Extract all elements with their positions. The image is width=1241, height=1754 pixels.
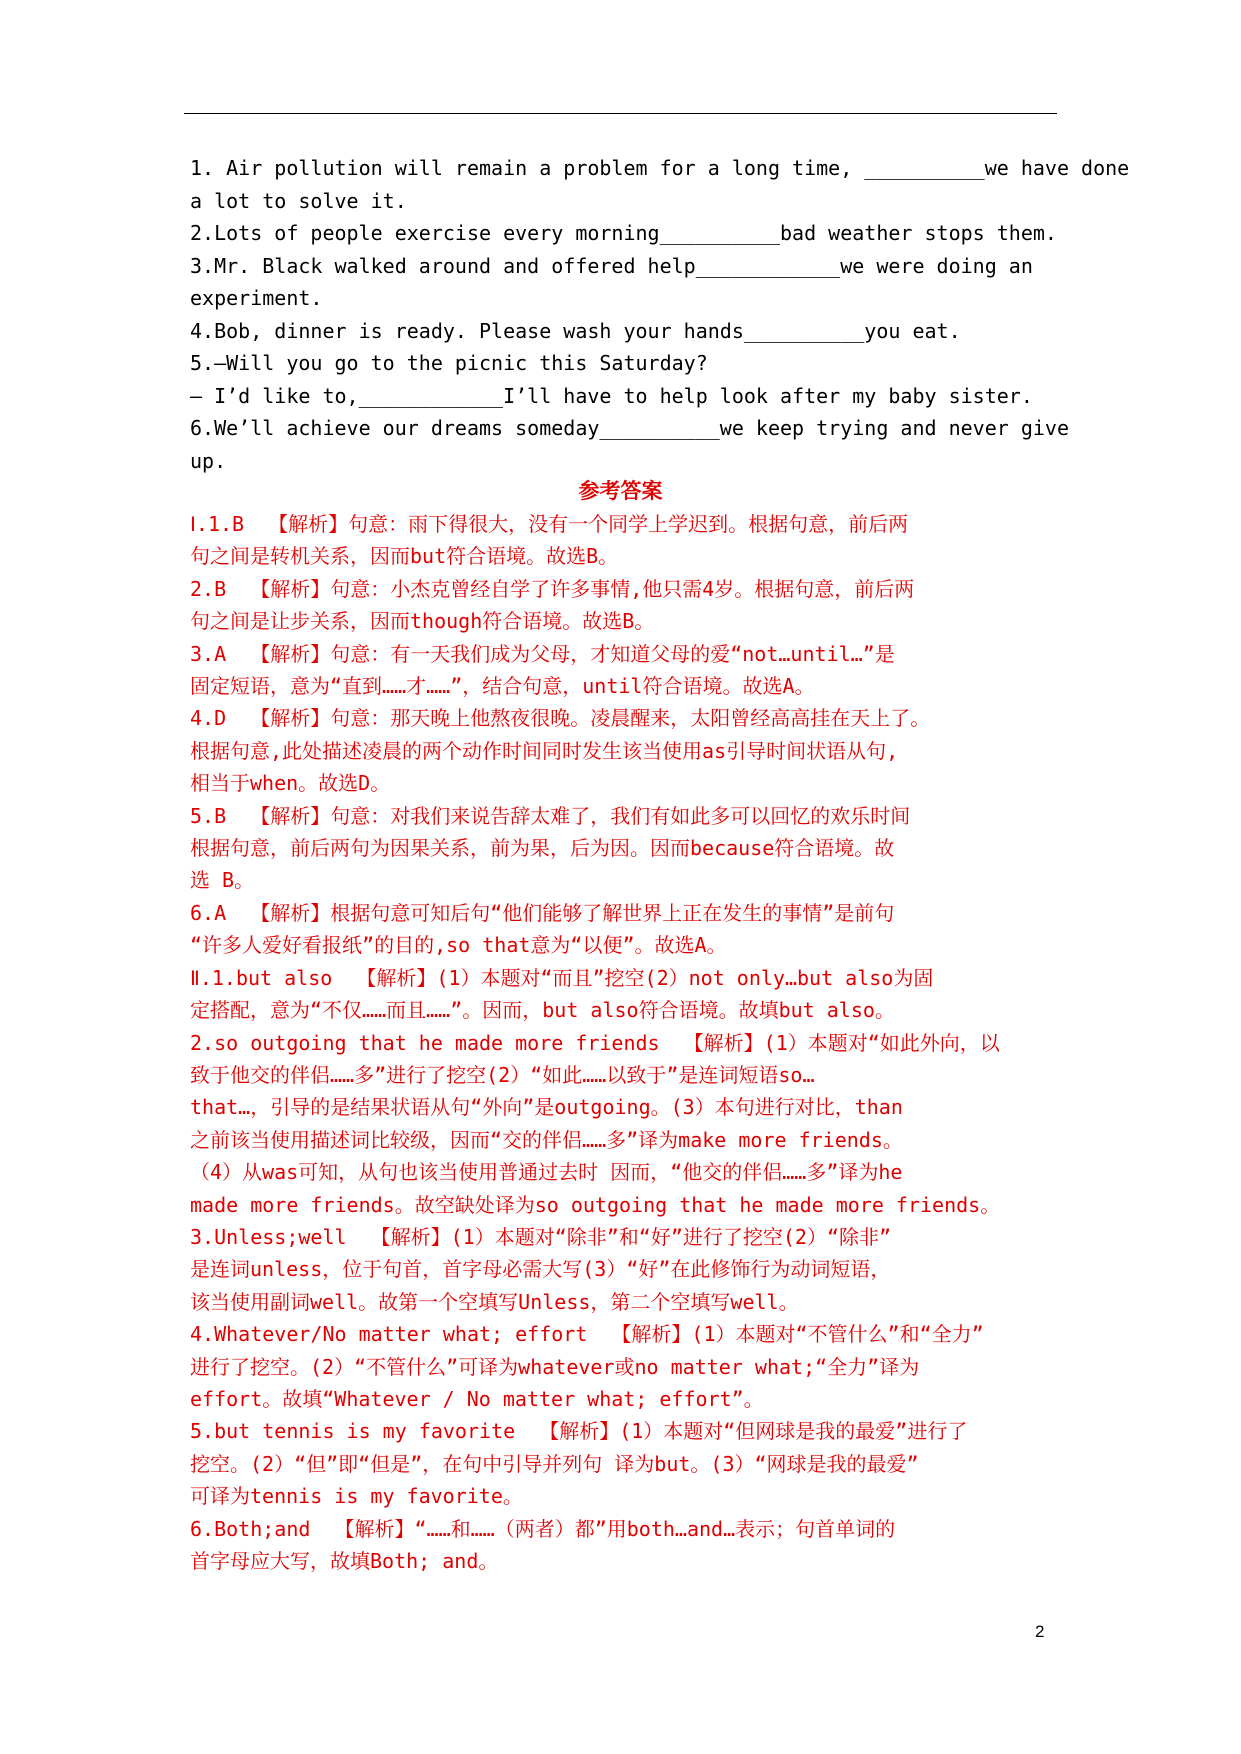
answer-line: effort。故填“Whatever / No matter what; effort”。 — [190, 1386, 764, 1411]
header-rule — [184, 113, 1057, 114]
answer-line: 该当使用副词well。故第一个空填写Unless，第二个空填写well。 — [190, 1289, 799, 1314]
question-line: 5.—Will you go to the picnic this Saturday? — [190, 351, 708, 375]
answer-key-heading: 参考答案 — [578, 479, 663, 503]
question-line: 2.Lots of people exercise every morning__________bad weather stops them. — [190, 221, 1057, 245]
page-number: 2 — [1035, 1622, 1045, 1641]
answer-line: “许多人爱好看报纸”的目的,so that意为“以便”。故选A。 — [190, 933, 727, 958]
answer-line: 4.Whatever/No matter what; effort 【解析】(1）本题对“不管什么”和“全力” — [190, 1322, 984, 1347]
answer-line: 之前该当使用描述词比较级，因而“交的伴侣……多”译为make more friends。 — [190, 1127, 903, 1152]
answer-line: 6.Both;and 【解析】“……和……（两者）都”用both…and…表示；句首单词的 — [190, 1516, 896, 1541]
answer-line: 2.B 【解析】句意：小杰克曾经自学了许多事情,他只需4岁。根据句意，前后两 — [190, 576, 915, 601]
answer-line: 句之间是让步关系，因而though符合语境。故选B。 — [190, 609, 655, 634]
question-line: up. — [190, 448, 227, 473]
question-line: 6.We’ll achieve our dreams someday__________we keep trying and never give — [190, 416, 1069, 440]
answer-line: 3.A 【解析】句意：有一天我们成为父母，才知道父母的爱“not…until…”是 — [190, 641, 895, 666]
exercise-questions — [190, 152, 1130, 477]
answer-line: 相当于when。故选D。 — [190, 771, 391, 796]
answer-line: 是连词unless，位于句首，首字母必需大写(3）“好”在此修饰行为动词短语， — [190, 1257, 891, 1282]
answer-line: 进行了挖空。(2）“不管什么”可译为whatever或no matter what;“全力”译为 — [190, 1354, 920, 1379]
answer-line: 5.but tennis is my favorite 【解析】(1）本题对“但网球是我的最爱”进行了 — [190, 1419, 968, 1444]
question-line: 3.Mr. Black walked around and offered help____________we were doing an — [190, 253, 1033, 278]
answer-line: 首字母应大写，故填Both; and。 — [190, 1549, 499, 1573]
answer-line: 3.Unless;well 【解析】(1）本题对“除非”和“好”进行了挖空(2）“除非” — [190, 1224, 892, 1249]
answer-line: Ⅱ.1.but also 【解析】(1）本题对“而且”挖空(2）not only…but also为固 — [190, 965, 934, 990]
question-line: 1. Air pollution will remain a problem for a long time, __________we have done — [190, 156, 1130, 180]
answer-line: 致于他交的伴侣……多”进行了挖空(2）“如此……以致于”是连词短语so… — [190, 1062, 815, 1087]
answer-line: 固定短语，意为“直到……才……”，结合句意，until符合语境。故选A。 — [190, 674, 815, 699]
question-line: — I’d like to,____________I’ll have to help look after my baby sister. — [190, 383, 1033, 408]
answer-line: 6.A 【解析】根据句意可知后句“他们能够了解世界上正在发生的事情”是前句 — [190, 900, 895, 925]
answer-line: made more friends。故空缺处译为so outgoing that he made more friends。 — [190, 1192, 1001, 1217]
answer-key — [190, 508, 1070, 1577]
question-line: a lot to solve it. — [190, 188, 407, 213]
answer-line: 根据句意，前后两句为因果关系，前为果，后为因。因而because符合语境。故 — [190, 836, 895, 861]
answer-line: 句之间是转机关系，因而but符合语境。故选B。 — [190, 544, 619, 569]
question-line: 4.Bob, dinner is ready. Please wash your hands__________you eat. — [190, 318, 961, 343]
answer-line: 4.D 【解析】句意：那天晚上他熬夜很晚。凌晨醒来，太阳曾经高高挂在天上了。 — [190, 706, 931, 731]
answer-line: 根据句意,此处描述凌晨的两个动作时间同时发生该当使用as引导时间状语从句, — [190, 738, 899, 763]
answer-line: 选 B。 — [190, 868, 255, 893]
answer-line: 5.B 【解析】句意：对我们来说告辞太难了，我们有如此多可以回忆的欢乐时间 — [190, 803, 911, 828]
question-line: experiment. — [190, 286, 323, 310]
answer-line: that…，引导的是结果状语从句“外向”是outgoing。(3）本句进行对比，than — [190, 1095, 903, 1120]
answer-line: Ⅰ.1.B 【解析】句意：雨下得很大，没有一个同学上学迟到。根据句意，前后两 — [190, 512, 909, 536]
answer-line: 可译为tennis is my favorite。 — [190, 1484, 523, 1509]
answer-line: 定搭配，意为“不仅……而且……”。因而，but also符合语境。故填but also。 — [190, 998, 895, 1023]
answer-line: 挖空。(2）“但”即“但是”，在句中引导并列句 译为but。(3）“网球是我的最爱” — [190, 1451, 919, 1476]
answer-line: （4）从was可知，从句也该当使用普通过去时 因而，“他交的伴侣……多”译为he — [190, 1160, 903, 1185]
answer-line: 2.so outgoing that he made more friends 【解析】(1）本题对“如此外向，以 — [190, 1030, 1000, 1055]
